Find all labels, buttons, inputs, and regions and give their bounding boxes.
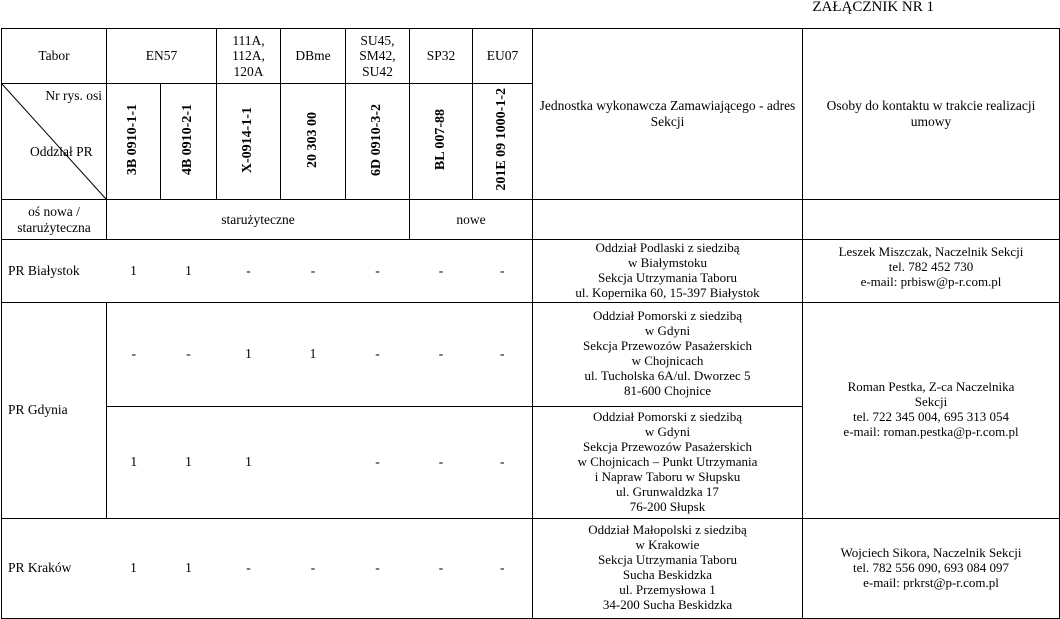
value-cell: - xyxy=(346,406,410,518)
tabor-type: EN57 xyxy=(107,29,217,84)
value-cell: 1 xyxy=(217,302,281,406)
attachment-title: ZAŁĄCZNIK NR 1 xyxy=(812,0,934,15)
tabor-type: 111A, 112A, 120A xyxy=(217,29,281,84)
tabor-type: EU07 xyxy=(473,29,533,84)
contact-header: Osoby do kontaktu w trakcie realizacji umowy xyxy=(803,29,1060,200)
unit-header: Jednostka wykonawcza Zamawiającego - adres Sekcji xyxy=(533,29,803,200)
table-row xyxy=(2,518,1060,618)
drawing-number: BL 007-88 xyxy=(410,84,473,200)
oddzial-label: Oddział PR xyxy=(30,144,93,159)
value-cell: - xyxy=(217,240,281,303)
diagonal-header-cell xyxy=(2,84,107,200)
unit-address: Oddział Małopolski z siedzibą w Krakowie Sekcja Utrzymania Taboru Sucha Beskidzka ul. Przemysłowa 1 34-200 Sucha Beskidzka xyxy=(533,518,803,618)
value-cell: - xyxy=(217,518,281,618)
table-row xyxy=(2,302,1060,406)
value-cell: - xyxy=(346,240,410,303)
value-cell: - xyxy=(473,240,533,303)
table-row xyxy=(2,240,1060,303)
value-cell: - xyxy=(281,240,346,303)
drawing-number: 6D 0910-3-2 xyxy=(346,84,410,200)
blank-cell xyxy=(803,200,1060,240)
branch-name: PR Kraków xyxy=(2,518,107,618)
drawing-number: 20 303 00 xyxy=(281,84,346,200)
old-label: starużyteczne xyxy=(107,200,410,240)
value-cell: - xyxy=(107,302,161,406)
new-label: nowe xyxy=(410,200,533,240)
value-cell: - xyxy=(346,302,410,406)
branch-name: PR Białystok xyxy=(2,240,107,303)
value-cell: 1 xyxy=(107,240,161,303)
contact-person: Roman Pestka, Z-ca Naczelnika Sekcji tel. 722 345 004, 695 313 054 e-mail: roman.pestka@p-r.com.pl xyxy=(803,302,1060,518)
value-cell: - xyxy=(281,518,346,618)
value-cell: - xyxy=(410,302,473,406)
contact-person: Wojciech Sikora, Naczelnik Sekcji tel. 782 556 090, 693 084 097 e-mail: prkrst@p-r.com.pl xyxy=(803,518,1060,618)
drawing-number: 3B 0910-1-1 xyxy=(107,84,161,200)
value-cell: 1 xyxy=(161,518,217,618)
axis-row xyxy=(2,200,1060,240)
value-cell: - xyxy=(410,240,473,303)
unit-address: Oddział Pomorski z siedzibą w Gdyni Sekcja Przewozów Pasażerskich w Chojnicach – Punkt Utrzymania i Napraw Taboru w Słupsku ul. Grunwaldzka 17 76-200 Słupsk xyxy=(533,406,803,518)
tabor-type: SU45, SM42, SU42 xyxy=(346,29,410,84)
contact-person: Leszek Miszczak, Naczelnik Sekcji tel. 782 452 730 e-mail: prbisw@p-r.com.pl xyxy=(803,240,1060,303)
tabor-type: SP32 xyxy=(410,29,473,84)
rolling-stock-table xyxy=(1,28,1060,619)
value-cell: - xyxy=(473,302,533,406)
branch-name: PR Gdynia xyxy=(2,302,107,518)
drawing-number: 201E 09 1000-1-2 xyxy=(473,84,533,200)
value-cell: 1 xyxy=(161,406,217,518)
blank-cell xyxy=(281,406,346,518)
value-cell: 1 xyxy=(161,240,217,303)
value-cell: 1 xyxy=(107,406,161,518)
nr-rys-label: Nr rys. osi xyxy=(45,88,102,103)
unit-address: Oddział Pomorski z siedzibą w Gdyni Sekcja Przewozów Pasażerskich w Chojnicach ul. Tucholska 6A/ul. Dworzec 5 81-600 Chojnice xyxy=(533,302,803,406)
value-cell: 1 xyxy=(107,518,161,618)
value-cell: - xyxy=(346,518,410,618)
blank-cell xyxy=(533,200,803,240)
value-cell: - xyxy=(161,302,217,406)
value-cell: 1 xyxy=(281,302,346,406)
value-cell: - xyxy=(473,518,533,618)
tabor-row xyxy=(2,29,1060,84)
tabor-type: DBme xyxy=(281,29,346,84)
value-cell: - xyxy=(473,406,533,518)
value-cell: 1 xyxy=(217,406,281,518)
axis-label: oś nowa / starużyteczna xyxy=(2,200,107,240)
value-cell: - xyxy=(410,518,473,618)
tabor-label: Tabor xyxy=(2,29,107,84)
value-cell: - xyxy=(410,406,473,518)
unit-address: Oddział Podlaski z siedzibą w Białymstoku Sekcja Utrzymania Taboru ul. Kopernika 60, 15-397 Białystok xyxy=(533,240,803,303)
drawing-number: 4B 0910-2-1 xyxy=(161,84,217,200)
drawing-number: X-0914-1-1 xyxy=(217,84,281,200)
